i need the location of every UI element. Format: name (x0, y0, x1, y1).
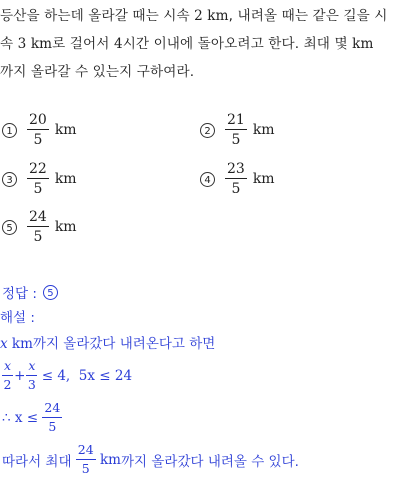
step-text: 까지 올라갔다 내려온다고 하면 (32, 336, 216, 352)
choice-unit: km (54, 122, 77, 138)
problem-line-3 (0, 60, 194, 80)
solution-step-1 (0, 332, 215, 352)
problem-text: 속 (0, 36, 18, 52)
fraction-denominator: 5 (231, 132, 241, 148)
final-text: 따라서 최대 (2, 453, 76, 470)
fraction-numerator: x (2, 360, 13, 376)
answer-label: 정답 : (2, 286, 37, 302)
explanation-label (0, 306, 35, 326)
fraction-numerator: 22 (29, 161, 47, 177)
problem-text: 등산을 하는데 올라갈 때는 시속 (0, 8, 195, 24)
fraction-denominator: 3 (27, 376, 36, 392)
speed-down-value: 3 km (17, 36, 53, 52)
choice-1[interactable] (2, 113, 77, 147)
solution-final (2, 444, 299, 475)
choice-number-icon: 5 (2, 220, 17, 235)
unit-km: km (95, 451, 121, 468)
choice-3[interactable] (2, 162, 77, 196)
final-text: 까지 올라갔다 내려올 수 있다. (120, 453, 299, 470)
unit-km: km (7, 336, 33, 352)
choice-fraction (27, 162, 49, 196)
choice-number-icon: 4 (200, 172, 215, 187)
choice-number-icon: 2 (200, 123, 215, 138)
fraction-denominator: 5 (231, 181, 241, 197)
choice-5[interactable] (2, 210, 77, 244)
problem-line-2 (0, 32, 373, 52)
fraction-denominator: 5 (81, 460, 90, 476)
fraction-numerator: 24 (42, 402, 62, 418)
choice-unit: km (54, 219, 77, 235)
fraction-denominator: 5 (48, 418, 57, 434)
choice-fraction (225, 113, 247, 147)
choice-unit: km (54, 171, 77, 187)
choice-fraction (225, 162, 247, 196)
choice-unit: km (252, 122, 275, 138)
problem-text: , 내려올 때는 같은 길을 시 (228, 8, 388, 24)
choice-number-icon: 1 (2, 123, 17, 138)
fraction-numerator: x (26, 360, 37, 376)
speed-up-value: 2 km (194, 8, 229, 24)
inequality-text: ≤ 4, 5x ≤ 24 (37, 367, 133, 384)
plus-sign: + (14, 367, 26, 384)
fraction-denominator: 5 (33, 181, 43, 197)
problem-text: 까지 올라갈 수 있는지 구하여라. (0, 64, 195, 80)
fraction-numerator: 23 (227, 161, 245, 177)
fraction-numerator: 21 (227, 112, 245, 128)
fraction-numerator: 24 (76, 444, 96, 460)
explanation-heading: 해설 : (0, 310, 35, 326)
choice-fraction (27, 113, 49, 147)
fraction-24-over-5 (42, 402, 62, 433)
choice-4[interactable] (200, 162, 275, 196)
therefore-text: ∴ x ≤ (2, 409, 43, 426)
variable-x: x (0, 336, 8, 352)
choice-fraction (27, 210, 49, 244)
solution-step-2 (2, 360, 132, 391)
problem-line-1 (0, 4, 387, 24)
time-limit-value: 4 (113, 36, 123, 52)
fraction-denominator: 2 (3, 376, 12, 392)
fraction-x-over-3 (26, 360, 37, 391)
fraction-denominator: 5 (33, 229, 43, 245)
problem-text: 시간 이내에 돌아오려고 한다. 최대 몇 (122, 36, 353, 52)
fraction-denominator: 5 (33, 132, 43, 148)
unit-km: km (352, 36, 374, 52)
answer-number-icon: 5 (43, 285, 58, 300)
answer-line (2, 282, 68, 302)
choice-unit: km (252, 171, 275, 187)
problem-text: 로 걸어서 (52, 36, 114, 52)
fraction-x-over-2 (2, 360, 13, 391)
fraction-numerator: 20 (29, 112, 47, 128)
choice-2[interactable] (200, 113, 275, 147)
solution-step-3 (2, 402, 62, 433)
fraction-24-over-5 (76, 444, 96, 475)
choice-number-icon: 3 (2, 172, 17, 187)
fraction-numerator: 24 (29, 209, 47, 225)
